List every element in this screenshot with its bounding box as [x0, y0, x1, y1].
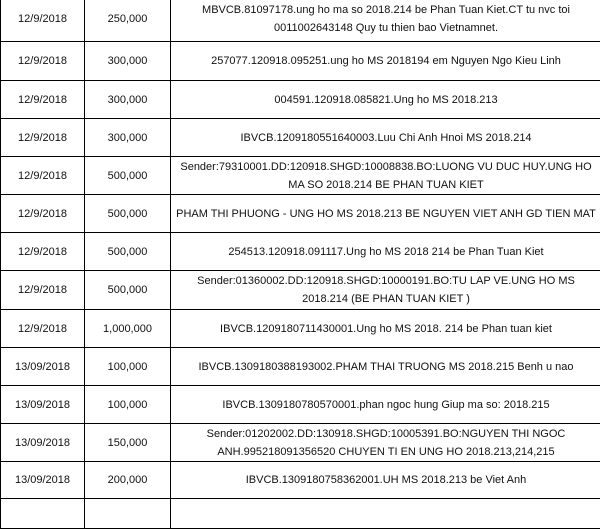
amount-cell: 250,000 — [85, 0, 171, 42]
amount-cell: 100,000 — [85, 348, 171, 386]
description-cell: 254513.120918.091117.Ung ho MS 2018 214 be Phan Tuan Kiet — [171, 233, 600, 271]
amount-cell: 500,000 — [85, 195, 171, 233]
date-cell: 12/9/2018 — [1, 81, 85, 119]
table-row — [1, 119, 600, 157]
amount-cell — [85, 499, 171, 529]
table-row — [1, 271, 600, 310]
description-cell: IBVCB.1309180758362001.UH MS 2018.213 be Viet Anh — [171, 462, 600, 499]
table-row — [1, 195, 600, 233]
date-cell: 13/09/2018 — [1, 386, 85, 424]
date-cell: 12/9/2018 — [1, 233, 85, 271]
date-cell: 12/9/2018 — [1, 310, 85, 348]
date-cell: 12/9/2018 — [1, 0, 85, 42]
date-cell: 12/9/2018 — [1, 157, 85, 195]
amount-cell: 300,000 — [85, 119, 171, 157]
table-row — [1, 424, 600, 462]
date-cell: 12/9/2018 — [1, 195, 85, 233]
description-cell: PHAM THI PHUONG - UNG HO MS 2018.213 BE NGUYEN VIET ANH GD TIEN MAT — [171, 195, 600, 233]
description-cell — [171, 499, 600, 529]
table-row — [1, 81, 600, 119]
table-row — [1, 233, 600, 271]
description-cell: IBVCB.1209180551640003.Luu Chi Anh Hnoi MS 2018.214 — [171, 119, 600, 157]
date-cell: 12/9/2018 — [1, 119, 85, 157]
description-cell: 004591.120918.085821.Ung ho MS 2018.213 — [171, 81, 600, 119]
table-row — [1, 157, 600, 195]
description-cell: IBVCB.1309180780570001.phan ngoc hung Giup ma so: 2018.215 — [171, 386, 600, 424]
table-row — [1, 42, 600, 81]
amount-cell: 200,000 — [85, 462, 171, 499]
amount-cell: 100,000 — [85, 386, 171, 424]
date-cell: 13/09/2018 — [1, 348, 85, 386]
table-row — [1, 462, 600, 499]
table-row — [1, 0, 600, 42]
amount-cell: 1,000,000 — [85, 310, 171, 348]
description-cell: Sender:01202002.DD:130918.SHGD:10005391.BO:NGUYEN THI NGOC ANH.995218091356520 CHUYEN TI EN UNG HO 2018.213,214,215 — [171, 424, 600, 462]
description-cell: Sender:79310001.DD:120918.SHGD:10008838.BO:LUONG VU DUC HUY.UNG HO MA SO 2018.214 BE PHAN TUAN KIET — [171, 157, 600, 195]
amount-cell: 500,000 — [85, 271, 171, 310]
table-row — [1, 386, 600, 424]
table-row — [1, 310, 600, 348]
description-cell: MBVCB.81097178.ung ho ma so 2018.214 be Phan Tuan Kiet.CT tu nvc toi 0011002643148 Quy tu thien bao Vietnamnet. — [171, 0, 600, 42]
date-cell: 12/9/2018 — [1, 271, 85, 310]
amount-cell: 500,000 — [85, 157, 171, 195]
table-row — [1, 499, 600, 529]
description-cell: IBVCB.1209180711430001.Ung ho MS 2018. 214 be Phan tuan kiet — [171, 310, 600, 348]
date-cell: 13/09/2018 — [1, 424, 85, 462]
amount-cell: 300,000 — [85, 81, 171, 119]
table-row — [1, 348, 600, 386]
description-cell: IBVCB.1309180388193002.PHAM THAI TRUONG MS 2018.215 Benh u nao — [171, 348, 600, 386]
amount-cell: 300,000 — [85, 42, 171, 81]
amount-cell: 500,000 — [85, 233, 171, 271]
date-cell: 12/9/2018 — [1, 42, 85, 81]
description-cell: 257077.120918.095251.ung ho MS 2018194 em Nguyen Ngo Kieu Linh — [171, 42, 600, 81]
date-cell: 13/09/2018 — [1, 462, 85, 499]
description-cell: Sender:01360002.DD:120918.SHGD:10000191.BO:TU LAP VE.UNG HO MS 2018.214 (BE PHAN TUAN KIET ) — [171, 271, 600, 310]
date-cell — [1, 499, 85, 529]
amount-cell: 150,000 — [85, 424, 171, 462]
